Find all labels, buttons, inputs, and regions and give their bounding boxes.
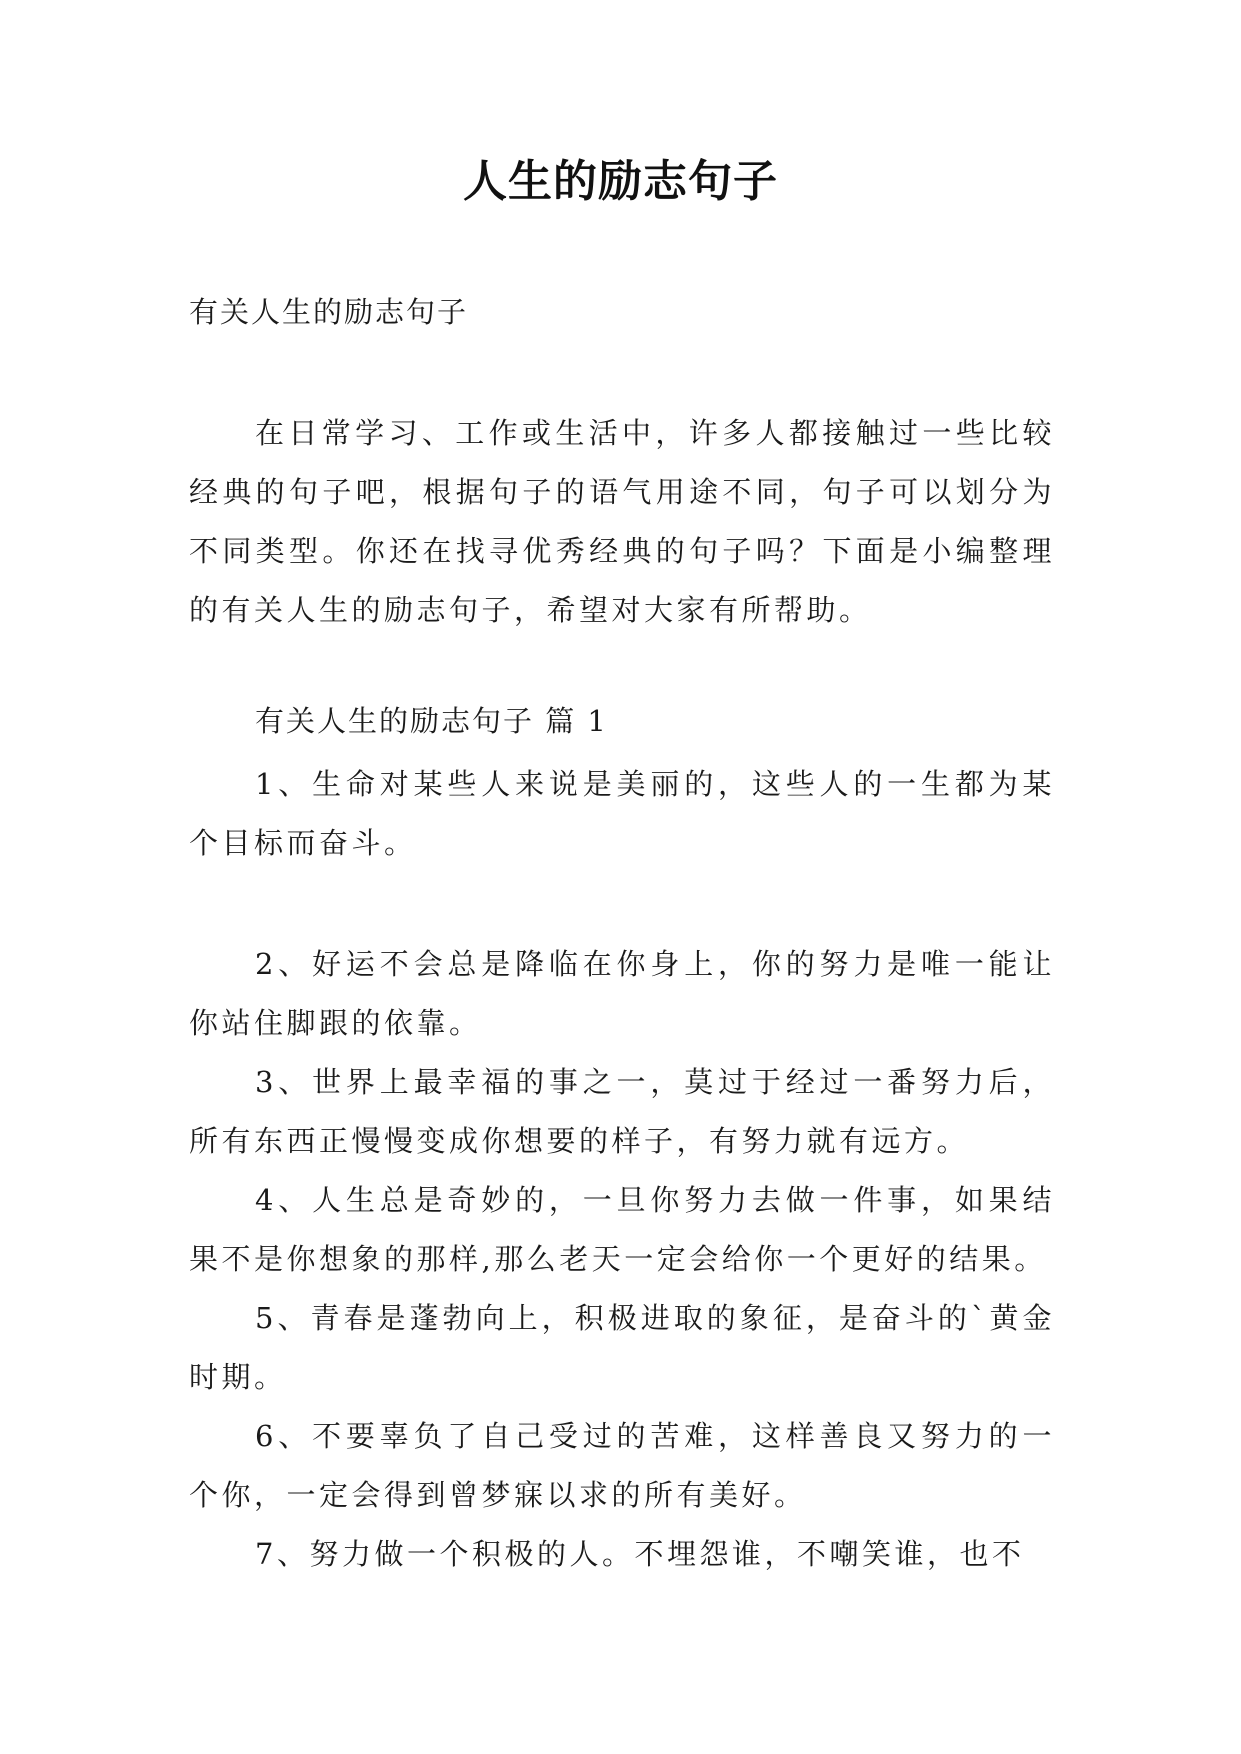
- list-item: 6、不要辜负了自己受过的苦难，这样善良又努力的一个你，一定会得到曾梦寐以求的所有美好。: [189, 1419, 1055, 1512]
- intro-paragraph: 在日常学习、工作或生活中，许多人都接触过一些比较经典的句子吧，根据句子的语气用途不同，句子可以划分为不同类型。你还在找寻优秀经典的句子吗？下面是小编整理的有关人生的励志句子，希望对大家有所帮助。: [189, 416, 1055, 627]
- list-item: 1、生命对某些人来说是美丽的，这些人的一生都为某个目标而奋斗。: [189, 767, 1055, 860]
- list-item: 3、世界上最幸福的事之一，莫过于经过一番努力后，所有东西正慢慢变成你想要的样子，有努力就有远方。: [189, 1065, 1055, 1158]
- list-item: 5、青春是蓬勃向上，积极进取的象征，是奋斗的`黄金时期。: [189, 1301, 1055, 1394]
- document-subtitle: 有关人生的励志句子: [189, 295, 469, 329]
- list-item: 2、好运不会总是降临在你身上，你的努力是唯一能让你站住脚跟的依靠。: [189, 947, 1055, 1040]
- list-item: 7、努力做一个积极的人。不埋怨谁，不嘲笑谁，也不: [255, 1537, 1025, 1571]
- document-title: 人生的励志句子: [463, 156, 778, 207]
- list-item: 4、人生总是奇妙的，一旦你努力去做一件事，如果结果不是你想象的那样,那么老天一定会给你一个更好的结果。: [189, 1183, 1055, 1276]
- section-heading: 有关人生的励志句子 篇 1: [255, 704, 608, 738]
